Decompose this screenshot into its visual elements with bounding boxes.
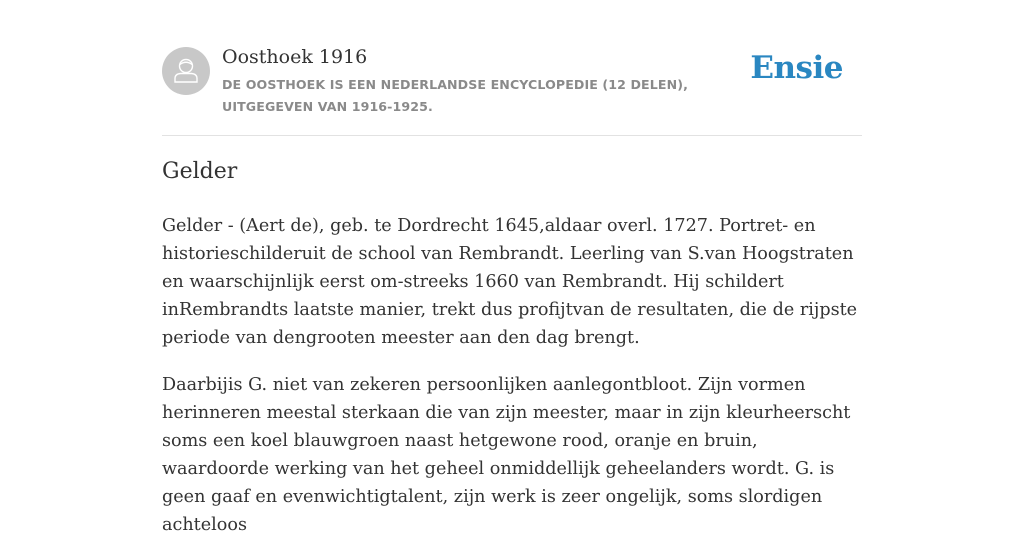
article-paragraph: Daarbijis G. niet van zekeren persoonlijken aanlegontbloot. Zijn vormen herinneren meestal sterkaan die van zijn meester, maar in zijn kleurheerscht soms een koel blauwgroen naast hetgewone rood, oranje en bruin, waardoorde werking van het geheel onmiddellijk geheelanders wordt. G. is geen gaaf en evenwichtigtalent, zijn werk is zeer ongelijk, soms slordigen achteloos	[162, 375, 851, 535]
header-divider	[162, 135, 862, 136]
user-icon	[162, 47, 210, 95]
source-header	[162, 44, 862, 136]
avatar[interactable]	[162, 47, 210, 95]
article-body	[162, 212, 862, 558]
entry-title: Gelder	[162, 159, 238, 184]
ensie-logo[interactable]: Ensie	[750, 50, 843, 86]
article-paragraph: Gelder - (Aert de), geb. te Dordrecht 1645,aldaar overl. 1727. Portret- en historieschilderuit de school van Rembrandt. Leerling van S.van Hoogstraten en waarschijnlijk eerst om-streeks 1660 van Rembrandt. Hij schildert inRembrandts laatste manier, trekt dus profijtvan de resultaten, die de rijpste periode van dengrooten meester aan den dag brengt.	[162, 216, 858, 348]
source-description: DE OOSTHOEK IS EEN NEDERLANDSE ENCYCLOPEDIE (12 DELEN), UITGEGEVEN VAN 1916-1925.	[222, 77, 688, 114]
source-title[interactable]: Oosthoek 1916	[222, 46, 368, 68]
